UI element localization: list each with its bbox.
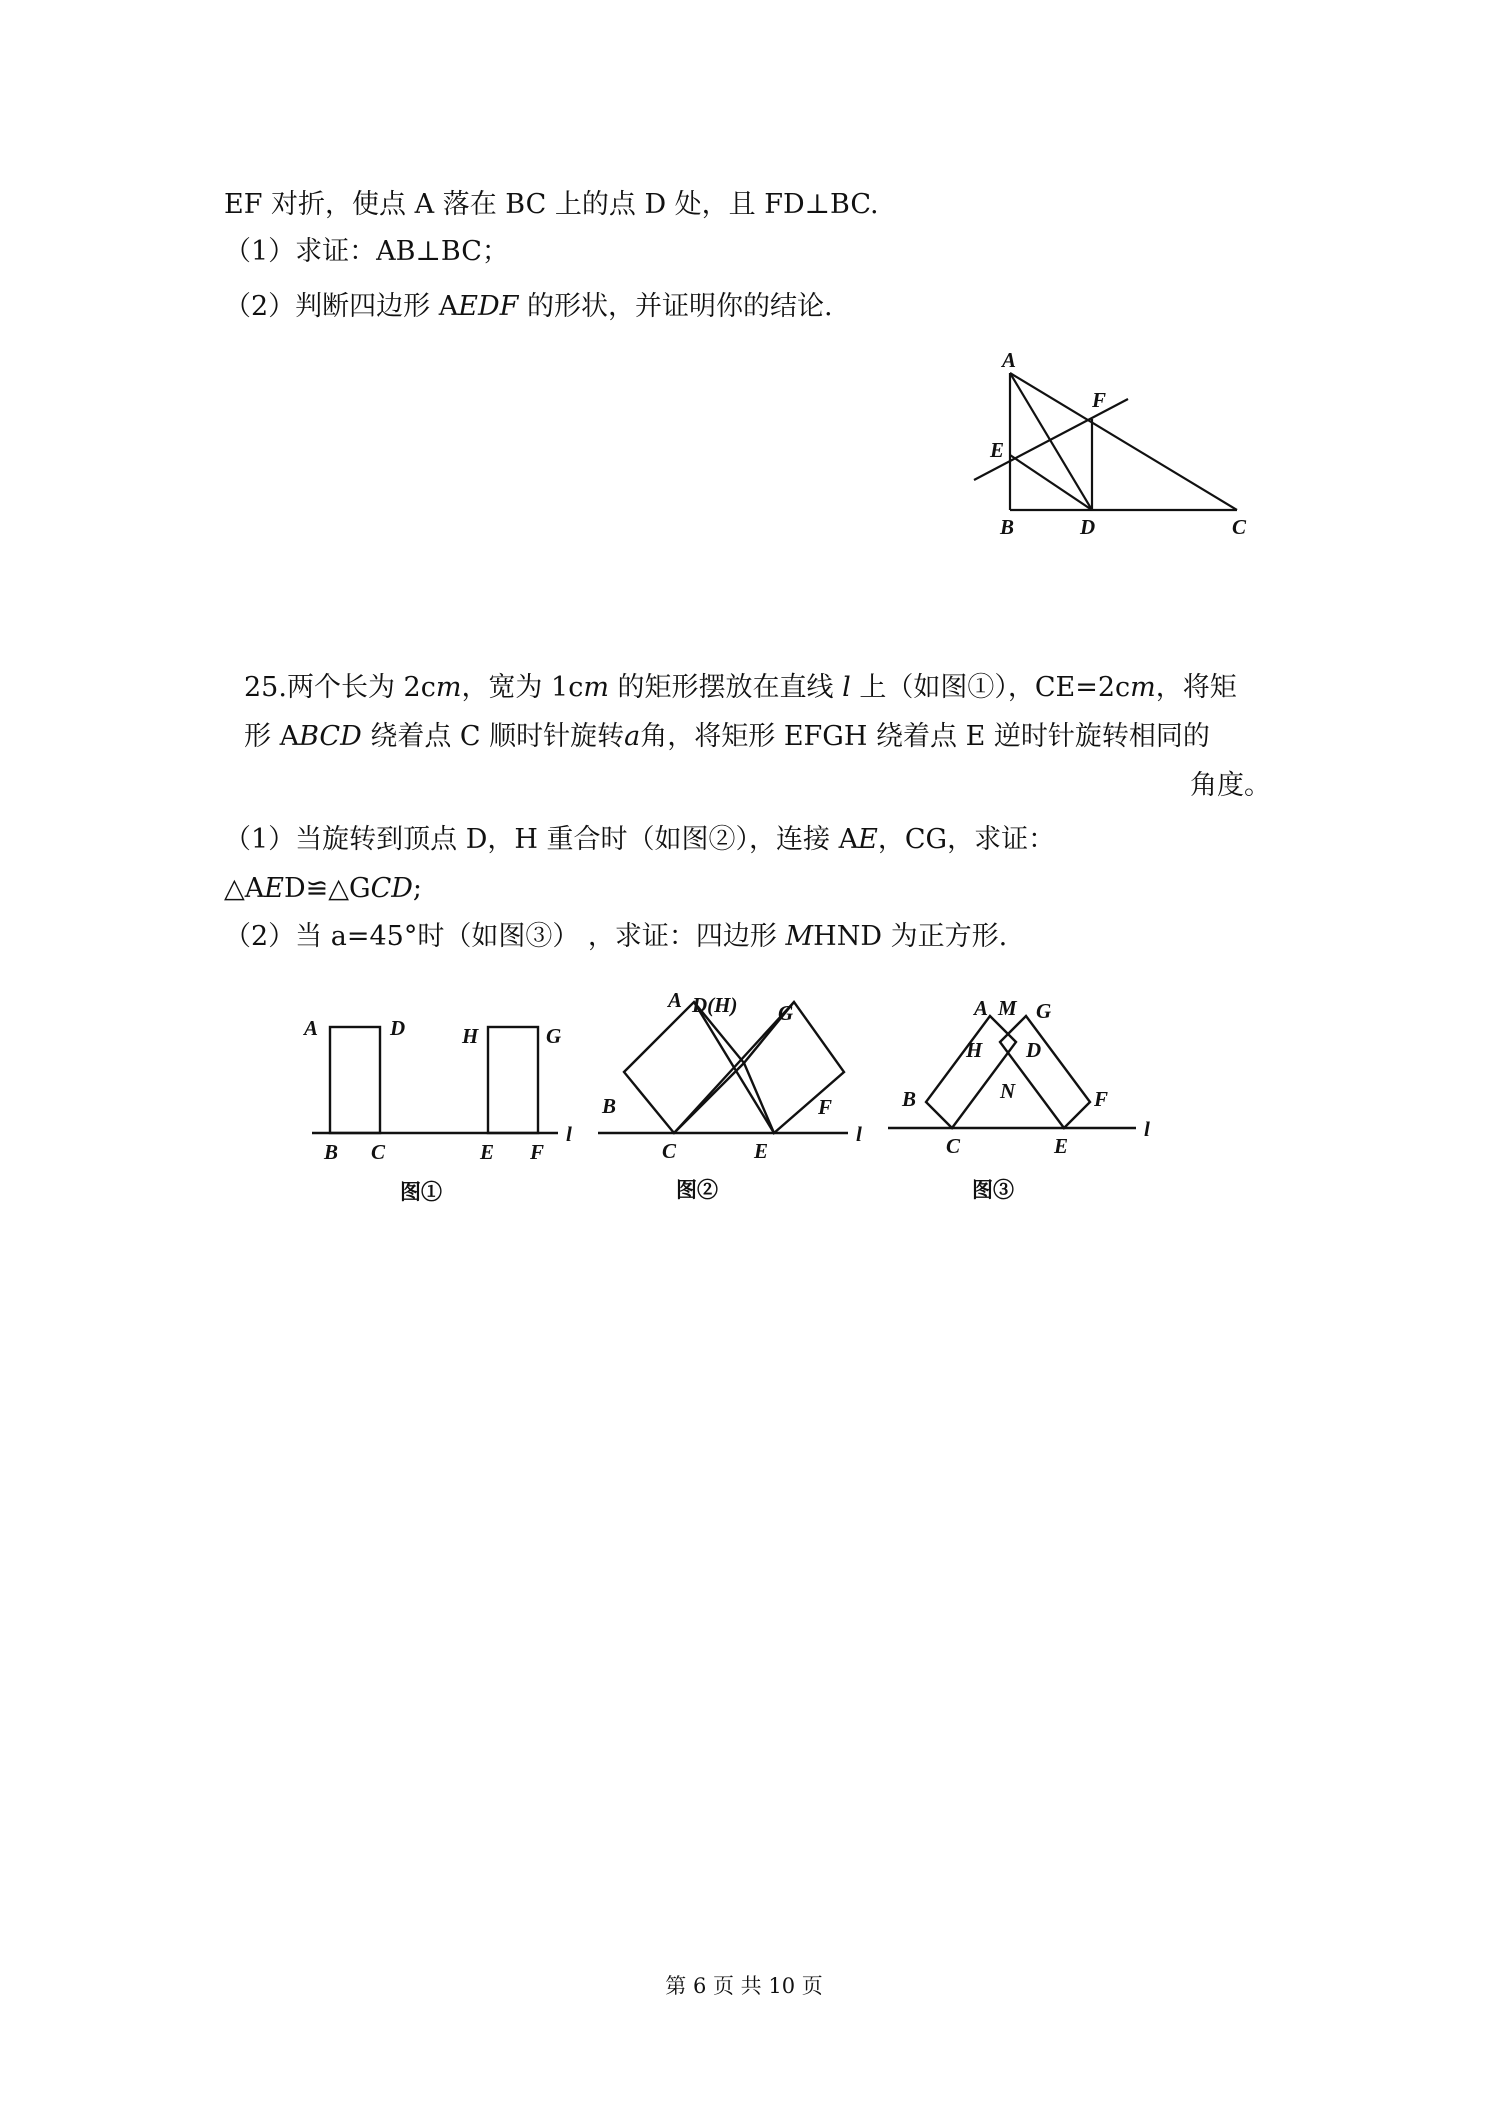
- label-A: A: [304, 1016, 319, 1040]
- label-F: F: [1094, 1087, 1109, 1111]
- label-C: C: [662, 1139, 677, 1163]
- figure-3-caption: 图③: [972, 1178, 1014, 1202]
- label-D: D: [1080, 515, 1096, 539]
- q24-part1: （1）求证：AB⊥BC；: [224, 236, 509, 267]
- label-A: A: [974, 996, 989, 1020]
- q25-figure-1: [300, 1005, 590, 1215]
- label-E: E: [990, 438, 1005, 462]
- label-D-H: D(H): [692, 993, 738, 1017]
- label-A: A: [1002, 348, 1017, 372]
- label-B: B: [602, 1094, 617, 1118]
- q25-part1: （1）当旋转到顶点 D，H 重合时（如图②），连接 AE，CG，求证：: [224, 824, 1056, 855]
- q25-line3: 角度。: [1190, 770, 1271, 801]
- label-A: A: [668, 990, 683, 1012]
- label-G: G: [546, 1024, 562, 1048]
- label-B: B: [1000, 515, 1015, 539]
- q25-line1: 25.两个长为 2cm，宽为 1cm 的矩形摆放在直线 l 上（如图①），CE=2cm，将矩: [244, 672, 1237, 703]
- figure-2-caption: 图②: [676, 1178, 718, 1202]
- label-C: C: [1232, 515, 1247, 539]
- q25-figure-3: [880, 990, 1170, 1215]
- label-E: E: [754, 1139, 769, 1163]
- q24-triangle-figure: [960, 345, 1290, 540]
- q25-part1-cont: △AED≌△GCD;: [224, 873, 423, 904]
- label-F: F: [1092, 388, 1107, 412]
- q24-line1: EF 对折，使点 A 落在 BC 上的点 D 处，且 FD⊥BC.: [224, 189, 879, 220]
- page-footer: 第 6 页 共 10 页: [665, 1974, 823, 1998]
- label-D: D: [1026, 1038, 1042, 1062]
- label-E: E: [480, 1140, 495, 1164]
- label-B: B: [324, 1140, 339, 1164]
- figure-1-caption: 图①: [400, 1180, 442, 1204]
- label-F: F: [530, 1140, 545, 1164]
- label-l: l: [566, 1122, 572, 1146]
- label-E: E: [1054, 1134, 1069, 1158]
- label-M: M: [998, 996, 1017, 1020]
- label-l: l: [856, 1122, 862, 1146]
- q25-figure-2: [594, 990, 884, 1215]
- label-H: H: [966, 1038, 983, 1062]
- label-G: G: [1036, 999, 1052, 1023]
- q25-line2: 形 ABCD 绕着点 C 顺时针旋转a角，将矩形 EFGH 绕着点 E 逆时针旋转相同的: [244, 721, 1210, 752]
- label-D: D: [390, 1016, 406, 1040]
- label-C: C: [371, 1140, 386, 1164]
- label-l: l: [1144, 1117, 1150, 1141]
- q25-part2: （2）当 a=45°时（如图③） ，求证：四边形 MHND 为正方形.: [224, 921, 1008, 952]
- q24-part2: （2）判断四边形 AEDF 的形状，并证明你的结论.: [224, 291, 833, 322]
- label-N: N: [1000, 1079, 1016, 1103]
- label-G: G: [778, 1001, 794, 1025]
- label-B: B: [902, 1087, 917, 1111]
- label-C: C: [946, 1134, 961, 1158]
- label-H: H: [462, 1024, 479, 1048]
- label-F: F: [818, 1095, 833, 1119]
